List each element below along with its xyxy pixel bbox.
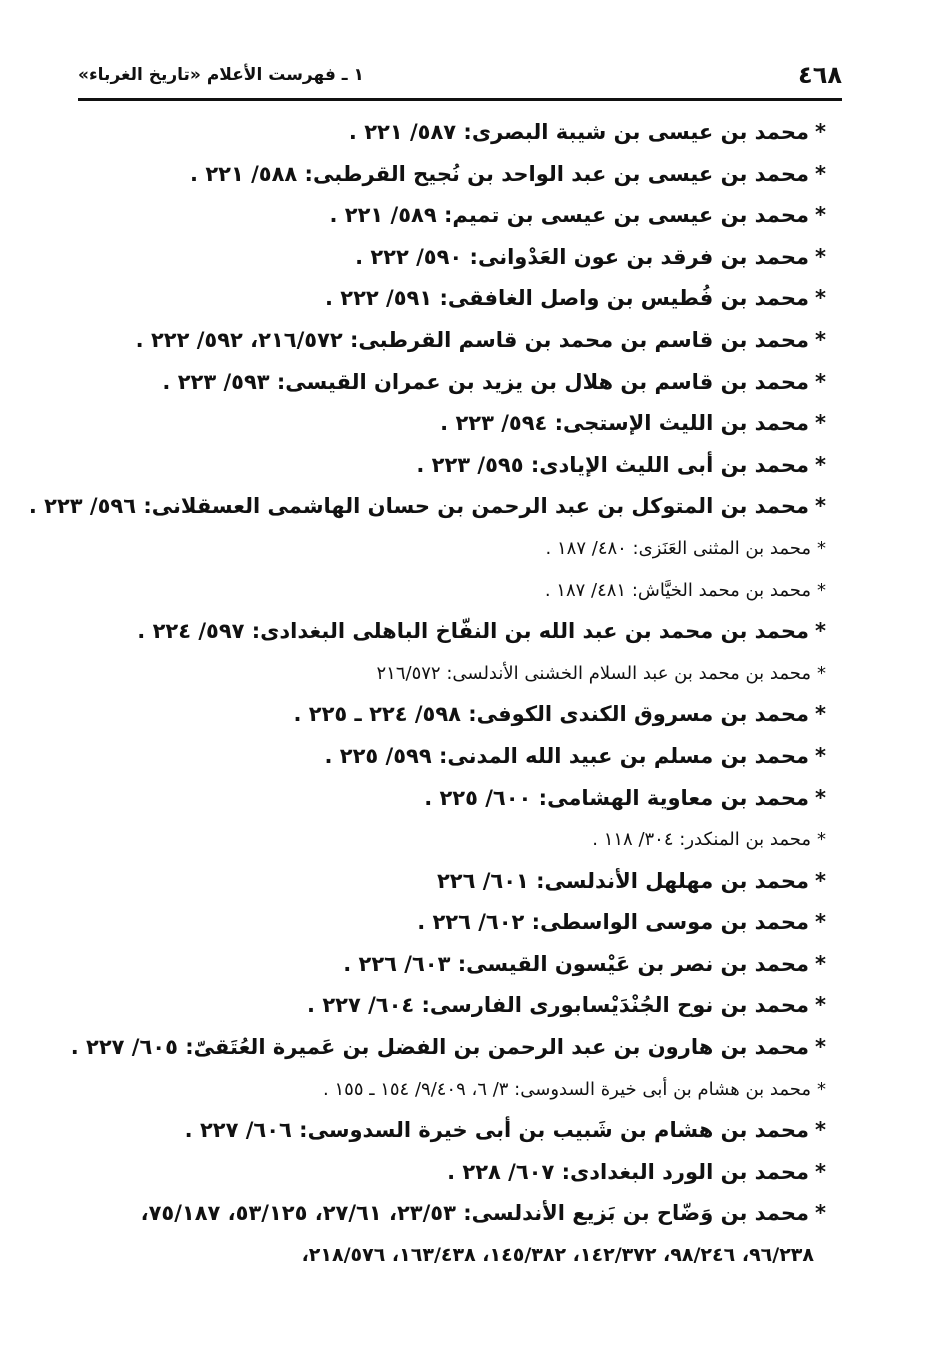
- entry-text: محمد بن الورد البغدادى: ٦٠٧/ ٢٢٨ .: [447, 1159, 810, 1184]
- entry-bullet-star: *: [815, 161, 826, 186]
- index-entry: [96, 1193, 826, 1235]
- entry-bullet-star: *: [815, 120, 826, 144]
- index-entry: [96, 445, 826, 487]
- entry-bullet-star: *: [815, 868, 826, 893]
- entry-text: محمد بن موسى الواسطى: ٦٠٢/ ٢٢٦ .: [417, 910, 810, 935]
- index-entry: [96, 985, 826, 1027]
- entry-bullet-star: *: [815, 743, 826, 768]
- entry-text: محمد بن المثنى العَنَزى: ٤٨٠/ ١٨٧ .: [545, 537, 811, 559]
- entry-bullet-star: *: [815, 1035, 826, 1060]
- entry-text: محمد بن عيسى بن عيسى بن تميم: ٥٨٩/ ٢٢١ .: [329, 203, 810, 228]
- index-entry: [96, 944, 826, 986]
- entry-text: محمد بن أبى الليث الإيادى: ٥٩٥/ ٢٢٣ .: [416, 452, 810, 477]
- entry-bullet-star: *: [815, 702, 826, 727]
- entry-bullet-star: *: [815, 1118, 826, 1143]
- index-entry: [96, 902, 826, 944]
- entry-text: محمد بن هشام بن شَبيب بن أبى خيرة السدوسى: ٦٠٦/ ٢٢٧ .: [184, 1118, 810, 1143]
- page-number: ٤٦٨: [798, 61, 842, 89]
- entry-text: محمد بن محمد بن عبد الله بن النفّاخ الباهلى البغدادى: ٥٩٧/ ٢٢٤ .: [137, 619, 810, 644]
- index-entry: [96, 278, 826, 320]
- entry-bullet-star: *: [817, 537, 826, 559]
- entry-bullet-star: *: [815, 951, 826, 976]
- entry-text: محمد بن مسروق الكندى الكوفى: ٥٩٨/ ٢٢٤ ـ ٢٢٥ .: [293, 702, 810, 727]
- entry-text: محمد بن الليث الإستجى: ٥٩٤/ ٢٢٣ .: [440, 411, 810, 436]
- entry-bullet-star: *: [815, 286, 826, 311]
- index-entry: [96, 154, 826, 196]
- index-entry: [96, 1110, 826, 1152]
- index-entry: [96, 403, 826, 445]
- entry-text: محمد بن فرقد بن عون العَدْوانى: ٥٩٠/ ٢٢٢ .: [355, 244, 810, 269]
- running-title: ١ ـ فهرست الأعلام «تاريخ الغرباء»: [78, 65, 364, 85]
- entry-bullet-star: *: [815, 619, 826, 644]
- entry-bullet-star: *: [817, 1078, 826, 1100]
- entry-bullet-star: *: [817, 829, 826, 851]
- entry-text: محمد بن المتوكل بن عبد الرحمن بن حسان الهاشمى العسقلانى: ٥٩٦/ ٢٢٣ .: [28, 494, 810, 519]
- index-entry: [96, 570, 826, 612]
- entry-bullet-star: *: [815, 369, 826, 394]
- index-entry: [96, 736, 826, 778]
- entry-text: محمد بن عيسى بن عبد الواحد بن نُجيح القرطبى: ٥٨٨/ ٢٢١ .: [190, 161, 810, 186]
- index-entry: [96, 778, 826, 820]
- entry-text: محمد بن محمد بن عبد السلام الخشنى الأندلسى: ٢١٦/٥٧٢: [376, 662, 811, 684]
- index-entry: [96, 112, 826, 154]
- entry-text: محمد بن نصر بن عَيْسون القيسى: ٦٠٣/ ٢٢٦ .: [343, 951, 810, 976]
- entry-bullet-star: *: [815, 327, 826, 352]
- entry-bullet-star: *: [815, 411, 826, 436]
- index-entry: [96, 653, 826, 695]
- entry-bullet-star: *: [815, 494, 826, 519]
- entry-text: محمد بن محمد الخيَّاش: ٤٨١/ ١٨٧ .: [544, 579, 811, 601]
- entry-bullet-star: *: [817, 662, 826, 684]
- entry-text: محمد بن فُطيس بن واصل الغافقى: ٥٩١/ ٢٢٢ .: [324, 286, 810, 311]
- index-entry: [96, 1069, 826, 1111]
- entry-text: محمد بن وَضّاح بن بَزيع الأندلسى: ٢٣/٥٣، ٢٧/٦١، ٥٣/١٢٥، ٧٥/١٨٧،: [140, 1201, 810, 1226]
- entry-text: محمد بن هشام بن أبى خيرة السدوسى: ٣/ ٦، ٩/٤٠٩/ ١٥٤ ـ ١٥٥ .: [323, 1078, 811, 1100]
- index-entry: [96, 320, 826, 362]
- index-entry: [96, 819, 826, 861]
- entry-bullet-star: *: [815, 910, 826, 935]
- entry-text: محمد بن مسلم بن عبيد الله المدنى: ٥٩٩/ ٢٢٥ .: [324, 743, 810, 768]
- entry-text: محمد بن قاسم بن هلال بن يزيد بن عمران القيسى: ٥٩٣/ ٢٢٣ .: [162, 369, 810, 394]
- index-entry: [96, 1152, 826, 1194]
- entry-text: محمد بن قاسم بن محمد بن قاسم القرطبى: ٢١٦/٥٧٢، ٥٩٢/ ٢٢٢ .: [135, 327, 810, 352]
- index-entry: [28, 486, 826, 528]
- entry-text: محمد بن نوح الجُنْدَيْسابورى الفارسى: ٦٠٤/ ٢٢٧ .: [307, 993, 810, 1018]
- index-entry: [96, 694, 826, 736]
- index-entry: [70, 1027, 826, 1069]
- entry-text: محمد بن معاوية الهشامى: ٦٠٠/ ٢٢٥ .: [424, 785, 810, 810]
- entry-bullet-star: *: [815, 993, 826, 1018]
- entry-bullet-star: *: [815, 203, 826, 228]
- entry-bullet-star: *: [815, 244, 826, 269]
- index-entry: [96, 528, 826, 570]
- index-entry: [96, 611, 826, 653]
- entry-bullet-star: *: [817, 579, 826, 601]
- index-entries: [28, 112, 826, 1277]
- index-entry: [96, 362, 826, 404]
- entry-bullet-star: *: [815, 452, 826, 477]
- page-header: [78, 58, 842, 101]
- entry-text: محمد بن المنكدر: ٣٠٤/ ١١٨ .: [592, 829, 811, 851]
- index-entry: [96, 237, 826, 279]
- entry-continuation-line: ٩٦/٢٣٨، ٩٨/٢٤٦، ١٤٢/٣٧٢، ١٤٥/٣٨٢، ١٦٣/٤٣٨، ٢١٨/٥٧٦،: [301, 1244, 814, 1267]
- entry-text: محمد بن مهلهل الأندلسى: ٦٠١/ ٢٢٦: [436, 868, 810, 893]
- entry-text: محمد بن هارون بن عبد الرحمن بن الفضل بن عَميرة العُتَقىّ: ٦٠٥/ ٢٢٧ .: [70, 1035, 810, 1060]
- index-entry: [96, 861, 826, 903]
- entry-text: محمد بن عيسى بن شيبة البصرى: ٥٨٧/ ٢٢١ .: [348, 120, 810, 144]
- entry-bullet-star: *: [815, 1159, 826, 1184]
- entry-bullet-star: *: [815, 785, 826, 810]
- entry-bullet-star: *: [815, 1201, 826, 1226]
- index-entry: [96, 195, 826, 237]
